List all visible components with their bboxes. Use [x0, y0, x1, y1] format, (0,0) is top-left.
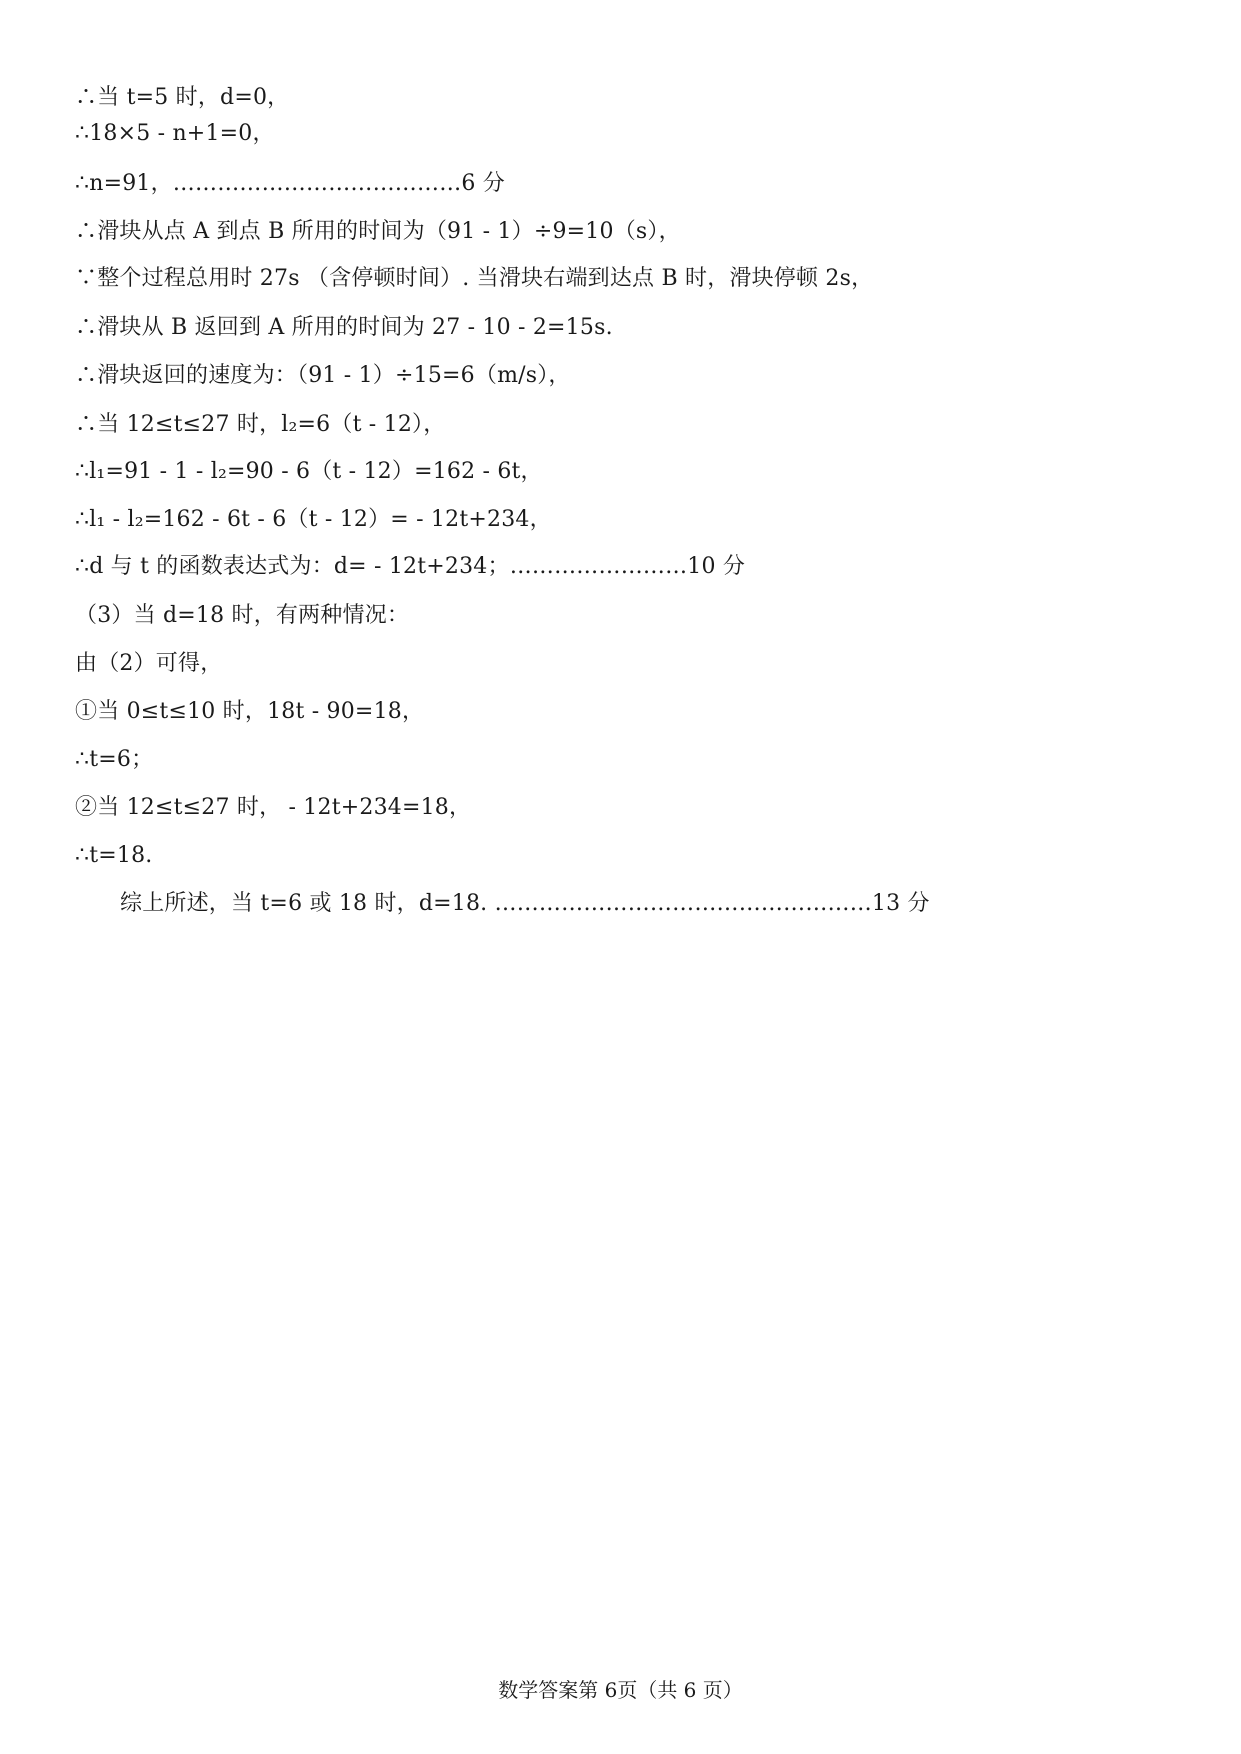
solution-line: ∴n=91，…………………………………6 分 — [75, 171, 505, 196]
solution-line: ∵整个过程总用时 27s （含停顿时间）. 当滑块右端到达点 B 时，滑块停顿 2s， — [75, 266, 874, 291]
case-line: ①当 0≤t≤10 时，18t - 90=18， — [75, 699, 425, 724]
solution-line: ∴当 12≤t≤27 时，l₂=6（t - 12）， — [75, 412, 446, 437]
solution-line: ∴l₁ - l₂=162 - 6t - 6（t - 12）= - 12t+234， — [75, 507, 552, 532]
solution-line: ∴18×5 - n+1=0， — [75, 121, 275, 146]
solution-line: ∴当 t=5 时，d=0， — [75, 85, 290, 110]
solution-line: ∴滑块返回的速度为：（91 - 1）÷15=6（m/s）， — [75, 363, 571, 388]
solution-line: ∴t=18. — [75, 843, 153, 868]
solution-line: ∴l₁=91 - 1 - l₂=90 - 6（t - 12）=162 - 6t， — [75, 459, 543, 484]
solution-line: ∴d 与 t 的函数表达式为：d= - 12t+234；……………………10 分 — [75, 554, 746, 579]
conclusion-line: 综上所述，当 t=6 或 18 时，d=18. ……………………………………………13 分 — [120, 891, 930, 916]
page-footer: 数学答案第 6页（共 6 页） — [498, 1678, 743, 1702]
solution-line: ∴滑块从 B 返回到 A 所用的时间为 27 - 10 - 2=15s. — [75, 315, 613, 340]
solution-line: ∴t=6； — [75, 747, 154, 772]
part-heading: （3）当 d=18 时，有两种情况： — [75, 603, 410, 628]
case-line: ②当 12≤t≤27 时， - 12t+234=18， — [75, 795, 472, 820]
solution-line: 由（2）可得， — [75, 651, 223, 676]
solution-line: ∴滑块从点 A 到点 B 所用的时间为（91 - 1）÷9=10（s）， — [75, 219, 681, 244]
